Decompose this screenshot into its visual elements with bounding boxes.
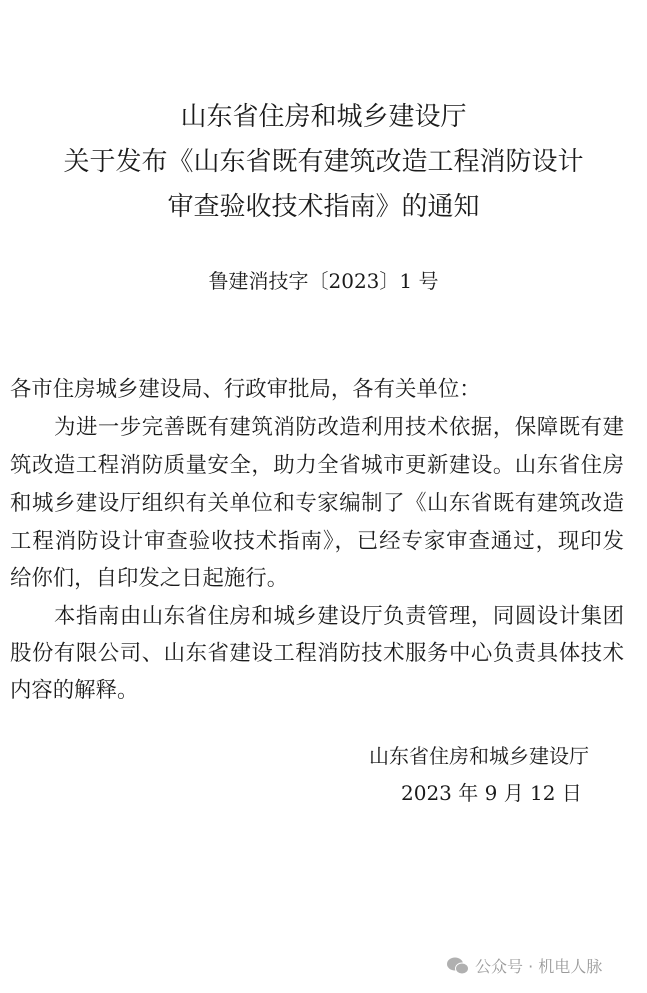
title-line-3: 审查验收技术指南》的通知 (167, 192, 480, 222)
title-line-2: 关于发布《山东省既有建筑改造工程消防设计 (63, 147, 584, 177)
salutation: 各市住房城乡建设局、行政审批局，各有关单位： (10, 377, 481, 402)
watermark (447, 954, 602, 977)
body-line: 给你们，自印发之日起施行。 (10, 566, 289, 591)
signature-org: 山东省住房和城乡建设厅 (369, 744, 589, 768)
watermark-text: 公众号 · 机电人脉 (475, 957, 603, 976)
body-line: 为进一步完善既有建筑消防改造利用技术依据，保障既有建 (54, 415, 624, 440)
wechat-icon (447, 957, 469, 975)
body-line: 本指南由山东省住房和城乡建设厅负责管理，同圆设计集团 (54, 604, 624, 629)
body-line: 内容的解释。 (10, 678, 139, 703)
body-line: 股份有限公司、山东省建设工程消防技术服务中心负责具体技术 (10, 641, 624, 666)
document-number: 鲁建消技字〔2023〕1 号 (208, 269, 439, 293)
body-line: 筑改造工程消防质量安全，助力全省城市更新建设。山东省住房 (10, 453, 624, 478)
body-line: 和城乡建设厅组织有关单位和专家编制了《山东省既有建筑改造 (10, 491, 624, 516)
body-line: 工程消防设计审查验收技术指南》，已经专家审查通过，现印发 (10, 529, 624, 554)
title-line-1: 山东省住房和城乡建设厅 (180, 102, 467, 132)
signature-date: 2023 年 9 月 12 日 (401, 781, 582, 805)
